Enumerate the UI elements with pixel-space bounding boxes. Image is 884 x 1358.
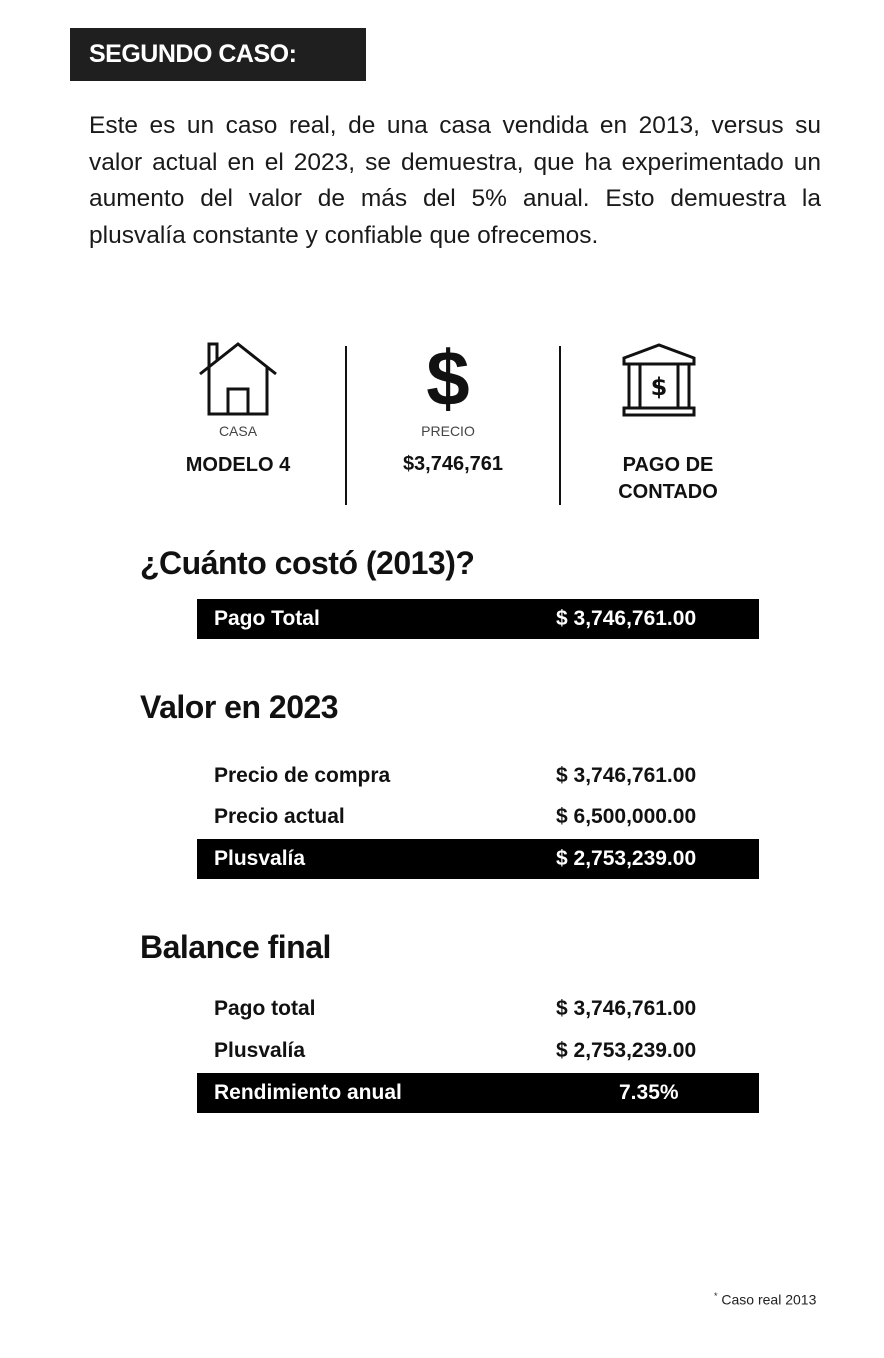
- row-label: Pago total: [214, 997, 316, 1020]
- cost-section-title: ¿Cuánto costó (2013)?: [140, 545, 475, 581]
- feature-casa-value: MODELO 4: [185, 454, 291, 476]
- intro-paragraph: Este es un caso real, de una casa vendida en 2013, versus su valor actual en el 2023, se demuestra, que ha experimentado un aumento del valor de más del 5% anual. Esto demuestra la plusvalía constante y confiable que ofrecemos.: [89, 112, 821, 249]
- footnote-mark: *: [714, 1291, 718, 1301]
- feature-precio-value: $3,746,761: [402, 453, 504, 475]
- bank-icon: [622, 343, 696, 417]
- divider: [345, 346, 347, 505]
- row-value: $ 3,746,761.00: [556, 764, 697, 787]
- feature-pago-value-line2: CONTADO: [618, 481, 718, 503]
- svg-text:$: $: [650, 373, 668, 401]
- feature-pago-value-line1: PAGO DE: [622, 454, 714, 476]
- table-row: [197, 1031, 759, 1071]
- row-value: $ 2,753,239.00: [556, 847, 697, 870]
- row-label: Plusvalía: [214, 847, 306, 870]
- footnote-text: Caso real 2013: [721, 1291, 817, 1308]
- value-section-title: Valor en 2023: [140, 689, 339, 725]
- row-label: Rendimiento anual: [214, 1081, 402, 1104]
- section-header: SEGUNDO CASO:: [70, 28, 366, 81]
- dollar-icon: $: [426, 334, 470, 422]
- footnote: [714, 1291, 816, 1308]
- row-label: Precio actual: [214, 805, 345, 828]
- table-row: [197, 797, 759, 837]
- feature-precio-label: PRECIO: [421, 423, 475, 439]
- row-label: Precio de compra: [214, 764, 391, 787]
- row-value: $ 3,746,761.00: [556, 607, 697, 630]
- table-row: [197, 989, 759, 1029]
- house-icon: [198, 341, 278, 417]
- divider: [559, 346, 561, 505]
- row-value: $ 6,500,000.00: [556, 805, 697, 828]
- row-label: Plusvalía: [214, 1039, 306, 1062]
- balance-section-title: Balance final: [140, 929, 331, 965]
- row-value: 7.35%: [619, 1081, 679, 1104]
- feature-casa-label: CASA: [218, 423, 258, 439]
- table-row: [197, 599, 759, 639]
- row-label: Pago Total: [214, 607, 320, 630]
- table-row: [197, 756, 759, 796]
- row-value: $ 2,753,239.00: [556, 1039, 697, 1062]
- table-row: [197, 839, 759, 879]
- row-value: $ 3,746,761.00: [556, 997, 697, 1020]
- table-row: [197, 1073, 759, 1113]
